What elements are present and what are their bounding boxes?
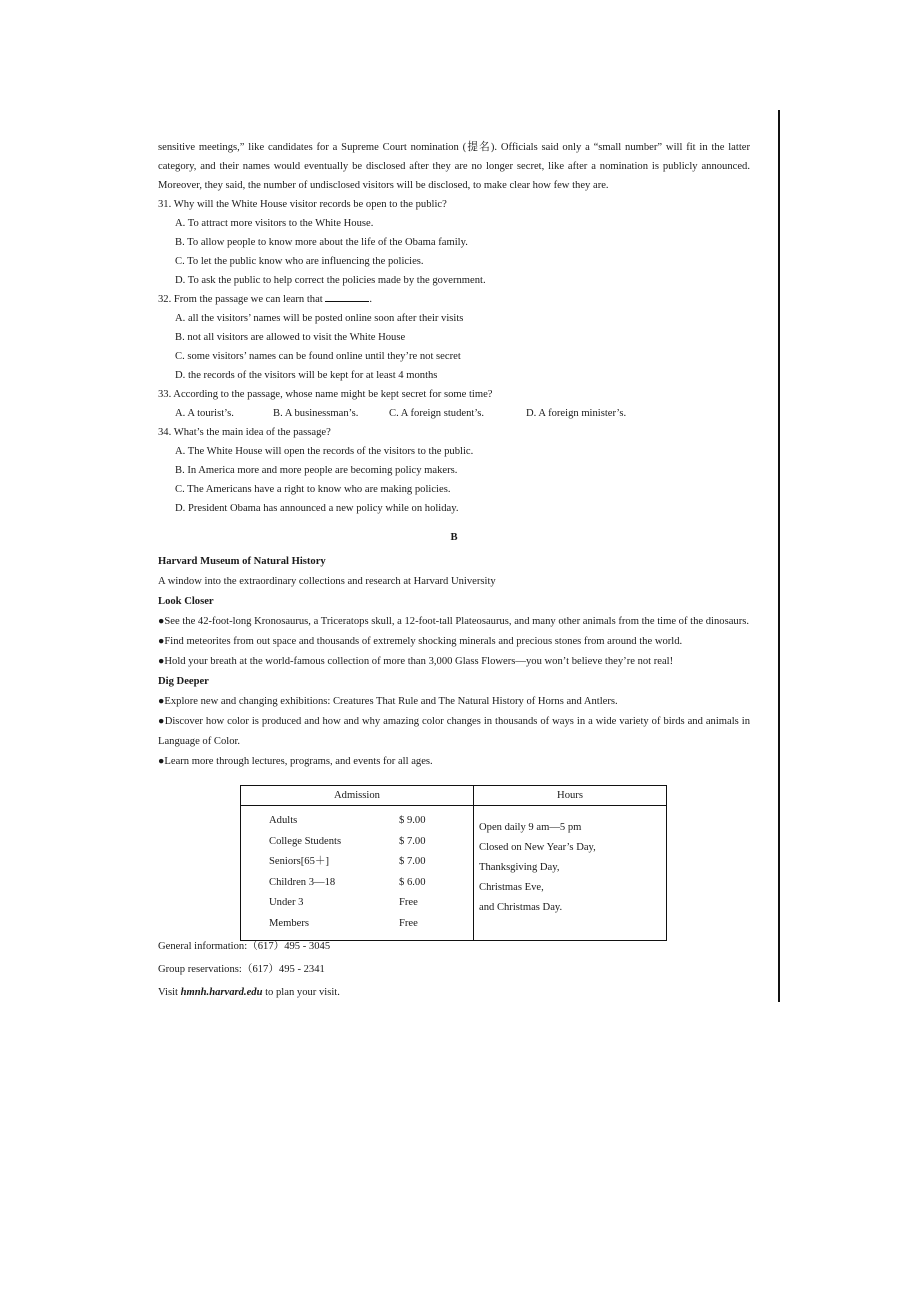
price-label: Under 3	[269, 897, 304, 908]
dig-deeper-bullet: ●Explore new and changing exhibitions: Creatures That Rule and The Natural History of Horns and Antlers.	[158, 696, 618, 707]
dig-deeper-bullet: ●Discover how color is produced and how and why amazing color changes in thousands of ways in a wide variety of birds and animals in Language of Color.	[158, 716, 750, 747]
admission-hours-table	[240, 785, 667, 941]
visit-suffix: to plan your visit.	[262, 987, 340, 998]
website-link[interactable]: hmnh.harvard.edu	[180, 987, 263, 998]
option-a: A. The White House will open the records of the visitors to the public.	[175, 446, 474, 457]
museum-subtitle: A window into the extraordinary collections and research at Harvard University	[158, 576, 496, 587]
admission-cell	[241, 806, 474, 941]
question-32	[158, 290, 750, 385]
price-value: Free	[399, 917, 418, 929]
price-value: Free	[399, 897, 418, 908]
price-value: $ 7.00	[399, 835, 426, 847]
contact-block	[158, 935, 340, 1004]
group-reservations: Group reservations:（617）495 - 2341	[158, 964, 325, 975]
margin-rule	[778, 110, 780, 1002]
price-label: College Students	[269, 835, 342, 847]
stem-text: 32. From the passage we can learn that	[158, 294, 323, 305]
price-row	[269, 811, 473, 832]
dig-deeper-heading: Dig Deeper	[158, 676, 209, 687]
intro-paragraph: sensitive meetings,” like candidates for a Supreme Court nomination (提名). Officials said only a “small number” will fit in the latter category, and their names would eventually be disclosed after they are no longer secret, like after a nomination is publicly announced. Moreover, they said, the number of undisclosed visitors will be disclosed, to make clear how few they are.	[158, 142, 750, 191]
option-b: B. In America more and more people are becoming policy makers.	[175, 465, 458, 476]
dig-deeper-bullet: ●Learn more through lectures, programs, and events for all ages.	[158, 756, 433, 767]
hours-line: Open daily 9 am—5 pm	[479, 822, 582, 833]
price-row	[269, 852, 473, 873]
option-a: A. To attract more visitors to the White House.	[175, 218, 374, 229]
price-row	[269, 873, 473, 894]
question-stem: 31. Why will the White House visitor records be open to the public?	[158, 199, 447, 210]
price-row	[269, 832, 473, 853]
visit-prefix: Visit	[158, 987, 181, 998]
look-closer-heading: Look Closer	[158, 596, 214, 607]
option-c: C. A foreign student’s.	[389, 408, 485, 419]
option-c: C. some visitors’ names can be found online until they’re not secret	[175, 351, 461, 362]
section-label: B	[450, 532, 458, 543]
option-d: D. President Obama has announced a new policy while on holiday.	[175, 503, 459, 514]
stem-end: .	[369, 294, 373, 305]
question-stem	[158, 290, 750, 309]
general-information: General information:（617）495 - 3045	[158, 941, 331, 952]
question-stem: 34. What’s the main idea of the passage?	[158, 427, 331, 438]
hours-line: Closed on New Year’s Day,	[479, 842, 596, 853]
admission-header: Admission	[241, 786, 474, 806]
price-label: Adults	[269, 815, 298, 826]
hours-line: Christmas Eve,	[479, 882, 544, 893]
look-closer-bullet: ●Find meteorites from out space and thousands of extremely shocking minerals and precious stones from around the world.	[158, 636, 683, 647]
hours-header: Hours	[474, 786, 667, 806]
hours-line: Thanksgiving Day,	[479, 862, 560, 873]
option-b: B. To allow people to know more about the life of the Obama family.	[175, 237, 468, 248]
price-row	[269, 914, 473, 935]
option-c: C. The Americans have a right to know who are making policies.	[175, 484, 451, 495]
question-33	[158, 385, 750, 423]
option-a: A. all the visitors’ names will be posted online soon after their visits	[175, 313, 464, 324]
option-b: B. A businessman’s.	[273, 408, 359, 419]
answer-blank	[325, 291, 369, 302]
option-c: C. To let the public know who are influencing the policies.	[175, 256, 424, 267]
hours-cell	[474, 806, 667, 941]
look-closer-bullet: ●See the 42-foot-long Kronosaurus, a Triceratops skull, a 12-foot-tall Plateosaurus, and many other animals from the time of the dinosaurs.	[158, 616, 749, 627]
question-34	[158, 423, 750, 518]
hours-line: and Christmas Day.	[479, 902, 563, 913]
document-page	[158, 138, 750, 998]
question-31	[158, 195, 750, 290]
price-value: $ 7.00	[399, 856, 426, 867]
look-closer-bullet: ●Hold your breath at the world-famous collection of more than 3,000 Glass Flowers—you won’t believe they’re not real!	[158, 656, 674, 667]
question-stem: 33. According to the passage, whose name might be kept secret for some time?	[158, 389, 493, 400]
option-a: A. A tourist’s.	[175, 408, 234, 419]
price-label: Children 3—18	[269, 876, 336, 888]
options-row	[158, 404, 750, 423]
price-row	[269, 893, 473, 914]
price-value: $ 9.00	[399, 815, 426, 826]
option-d: D. To ask the public to help correct the policies made by the government.	[175, 275, 486, 286]
option-b: B. not all visitors are allowed to visit the White House	[175, 332, 406, 343]
price-label: Members	[269, 917, 310, 929]
option-d: D. A foreign minister’s.	[526, 408, 627, 419]
visit-line	[158, 981, 340, 1004]
price-value: $ 6.00	[399, 876, 426, 888]
option-d: D. the records of the visitors will be kept for at least 4 months	[175, 370, 438, 381]
price-label: Seniors[65＋]	[269, 856, 330, 867]
museum-title: Harvard Museum of Natural History	[158, 556, 326, 567]
